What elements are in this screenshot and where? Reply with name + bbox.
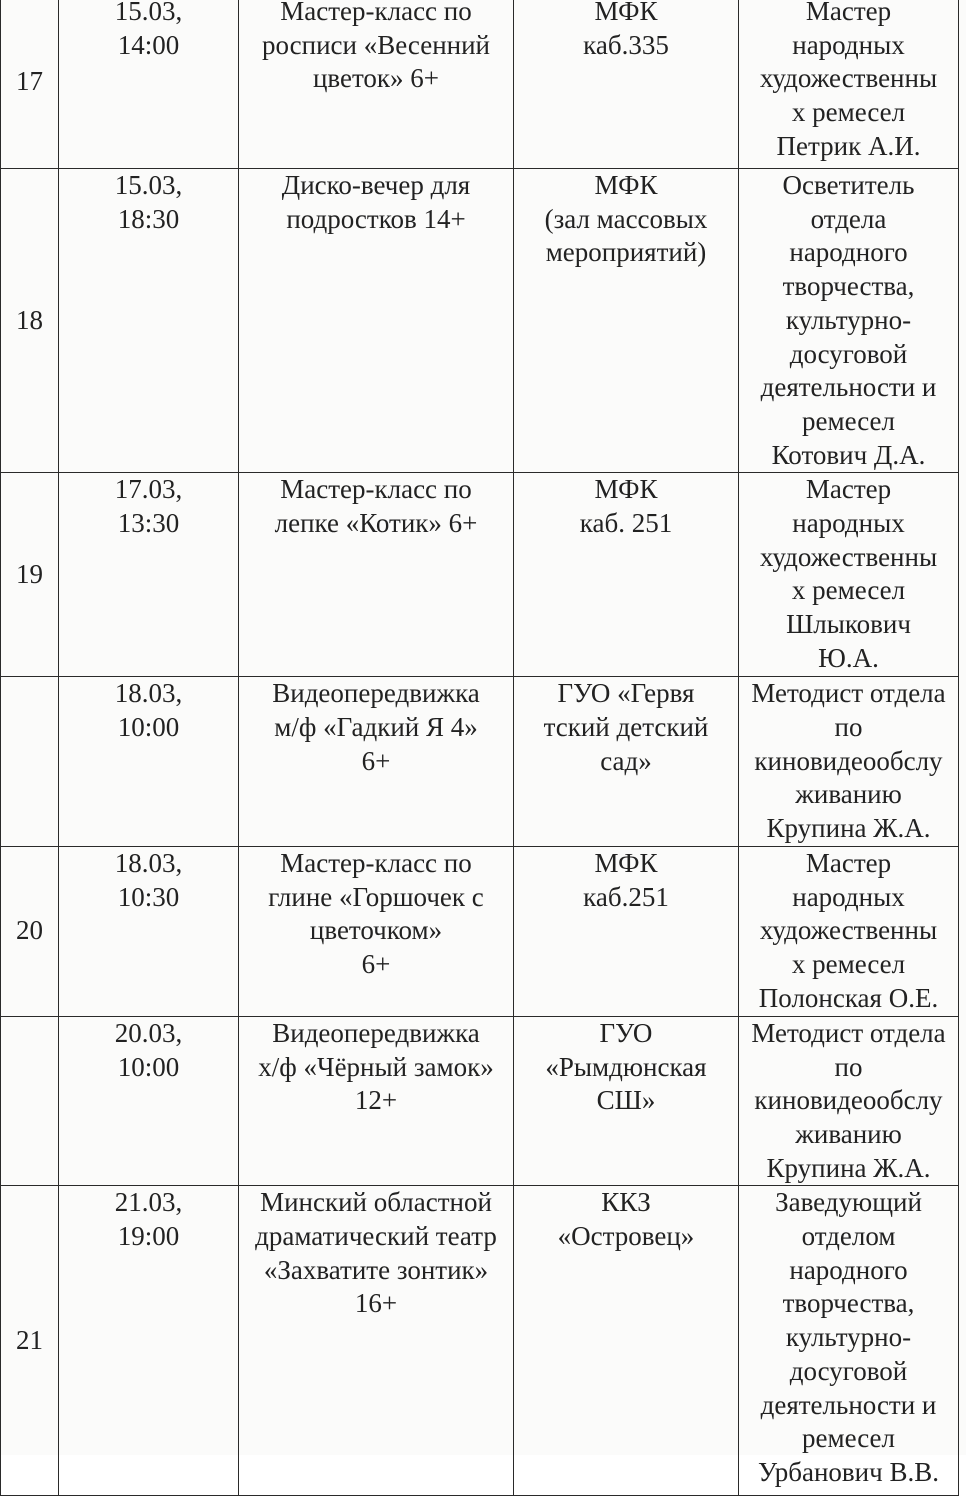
event-place: МФК каб.251 — [514, 846, 739, 1016]
row-number: 17 — [1, 0, 59, 169]
table-row — [1, 1016, 959, 1186]
event-title: Мастер-класс по глине «Горшочек с цветочком» 6+ — [239, 846, 514, 1016]
event-place: ГУО «Рымдюнская СШ» — [514, 1016, 739, 1186]
event-datetime: 15.03, 18:30 — [59, 169, 239, 473]
table-row — [1, 0, 959, 169]
row-number — [1, 677, 59, 847]
event-place: МФК (зал массовых мероприятий) — [514, 169, 739, 473]
event-responsible: Мастер народных художественны х ремесел Шлыкович Ю.А. — [739, 473, 959, 677]
event-title: Мастер-класс по лепке «Котик» 6+ — [239, 473, 514, 677]
event-responsible: Мастер народных художественны х ремесел Петрик А.И. — [739, 0, 959, 169]
event-responsible: Заведующий отделом народного творчества, культурно- досуговой деятельности и ремесел Урбанович В.В. — [739, 1186, 959, 1496]
event-datetime: 21.03, 19:00 — [59, 1186, 239, 1496]
row-number: 20 — [1, 846, 59, 1016]
event-title: Видеопередвижка м/ф «Гадкий Я 4» 6+ — [239, 677, 514, 847]
event-responsible: Осветитель отдела народного творчества, культурно- досуговой деятельности и ремесел Котович Д.А. — [739, 169, 959, 473]
event-place: ГУО «Гервя тский детский сад» — [514, 677, 739, 847]
event-title: Минский областной драматический театр «Захватите зонтик» 16+ — [239, 1186, 514, 1496]
event-responsible: Методист отдела по киновидеообслу живанию Крупина Ж.А. — [739, 677, 959, 847]
event-title: Мастер-класс по росписи «Весенний цветок» 6+ — [239, 0, 514, 169]
event-datetime: 15.03, 14:00 — [59, 0, 239, 169]
row-number: 19 — [1, 473, 59, 677]
table-row — [1, 473, 959, 677]
table-row — [1, 846, 959, 1016]
event-place: МФК каб. 251 — [514, 473, 739, 677]
event-datetime: 18.03, 10:30 — [59, 846, 239, 1016]
event-title: Диско-вечер для подростков 14+ — [239, 169, 514, 473]
row-number: 21 — [1, 1186, 59, 1496]
table-row — [1, 677, 959, 847]
event-datetime: 20.03, 10:00 — [59, 1016, 239, 1186]
event-responsible: Методист отдела по киновидеообслу живанию Крупина Ж.А. — [739, 1016, 959, 1186]
event-place: ККЗ «Островец» — [514, 1186, 739, 1496]
event-place: МФК каб.335 — [514, 0, 739, 169]
table-row — [1, 1186, 959, 1496]
row-number: 18 — [1, 169, 59, 473]
event-responsible: Мастер народных художественны х ремесел Полонская О.Е. — [739, 846, 959, 1016]
row-number — [1, 1016, 59, 1186]
table-row — [1, 169, 959, 473]
event-title: Видеопередвижка х/ф «Чёрный замок» 12+ — [239, 1016, 514, 1186]
event-datetime: 17.03, 13:30 — [59, 473, 239, 677]
event-datetime: 18.03, 10:00 — [59, 677, 239, 847]
